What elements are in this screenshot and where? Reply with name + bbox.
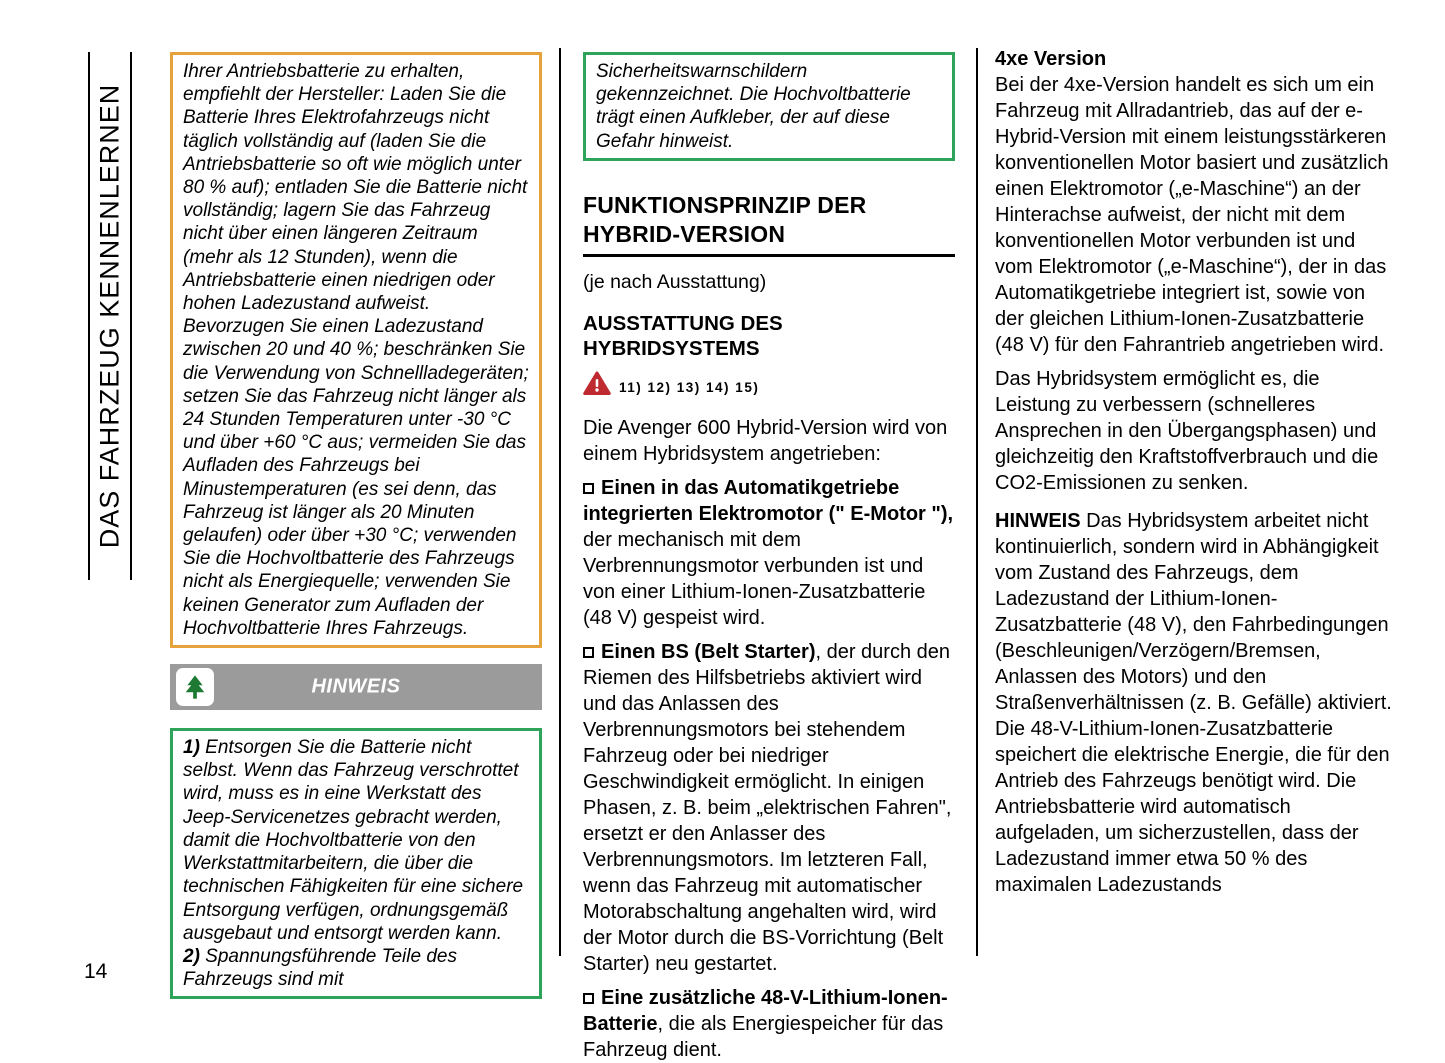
warning-triangle-icon (583, 371, 611, 403)
heading-underline (583, 254, 955, 257)
bullet-text: , die als Energiespeicher für das Fahrzeug dient. (583, 1012, 944, 1061)
square-bullet-icon (583, 483, 594, 494)
warning-references-row (583, 371, 955, 403)
section-heading: FUNKTIONSPRINZIP DER HYBRID-VERSION (583, 191, 867, 247)
bullet-item-battery (583, 985, 955, 1063)
column-divider-left (559, 48, 561, 956)
hinweis-text: Das Hybridsystem arbeitet nicht kontinuierlich, sondern wird in Abhängigkeit vom Zustand des Fahrzeugs, dem Ladezustand der Lithium-Ionen-Zusatzbatterie (48 V), den Fahrbedingungen (Beschleunigen/Verzögern/Bremsen, Anlassen des Motors) und den Straßenverhältnissen (z. B. Gefälle) aktiviert. Die 48-V-Lithium-Ionen-Zusatzbatterie speichert die elektrische Energie, die für den Antrieb des Fahrzeugs benötigt wird. Die Antriebsbatterie wird automatisch aufgeladen, um sicherzustellen, dass der Ladezustand immer etwa 50 % des maximalen Ladezustands (995, 510, 1392, 896)
column-divider-right (976, 48, 978, 956)
chapter-sidebar (88, 52, 132, 580)
4xe-paragraph: Bei der 4xe-Version handelt es sich um ein Fahrzeug mit Allradantrieb, das auf der e-Hybrid-Version mit einem leistungsstärkeren konventionellen Motor basiert und zusätzlich einen Elektromotor („e-Maschine“) an der Hinterachse aufweist, der nicht mit dem konventionellen Motor verbunden ist und vom Elektromotor („e-Maschine“), der in das Automatikgetriebe integriert ist, sowie von der gleichen Lithium-Ionen-Zusatzbatterie (48 V) für den Fahrantrieb angetrieben wird. (995, 74, 1389, 356)
note-2-text: Spannungsführende Teile des Fahrzeugs sind mit (183, 945, 457, 991)
square-bullet-icon (583, 647, 594, 658)
subsection-heading: AUSSTATTUNG DES HYBRIDSYSTEMS (583, 311, 783, 360)
column-middle (583, 52, 955, 1063)
bullet-lead: Eine zusätzliche 48-V-Lithium-Ionen-Batterie (583, 986, 948, 1035)
bullet-text: , der durch den Riemen des Hilfsbetriebs aktiviert wird und das Anlassen des Verbrennungsmotors bei stehendem Fahrzeug oder bei niedriger Geschwindigkeit ermöglicht. In einigen Phasen, z. B. beim „elektrischen Fahren", ersetzt er den Anlasser des Verbrennungsmotors. Im letzteren Fall, wenn das Fahrzeug mit automatischer Motorabschaltung angehalten wird, wird der Motor durch die BS-Vorrichtung (Belt Starter) neu gestartet. (583, 640, 952, 975)
note-2 (183, 945, 529, 991)
notes-box (170, 728, 542, 999)
warning-reference-numbers: 11) 12) 13) 14) 15) (619, 379, 760, 395)
hinweis-label: HINWEIS (995, 510, 1081, 532)
bullet-lead: Einen in das Automatikgetriebe integrierten Elektromotor (" E-Motor "), (583, 476, 954, 525)
4xe-heading: 4xe Version (995, 48, 1107, 70)
note-2-number: 2) (183, 945, 200, 967)
note-1 (183, 736, 529, 945)
hybridsystem-benefits-paragraph: Das Hybridsystem ermöglicht es, die Leistung zu verbessern (schnelleres Ansprechen in den Übergangsphasen) und gleichzeitig den Kraftstoffverbrauch und die CO2-Emissionen zu senken. (995, 368, 1379, 494)
battery-care-warning-text: Ihrer Antriebsbatterie zu erhalten, empfiehlt der Hersteller: Laden Sie die Batterie Ihres Elektrofahrzeugs nicht täglich vollständig auf (laden Sie die Antriebsbatterie so oft wie möglich unter 80 % auf); entladen Sie die Batterie nicht vollständig; lagern Sie das Fahrzeug nicht über einen längeren Zeitraum (mehr als 12 Stunden), wenn die Antriebsbatterie einen niedrigen oder hohen Ladezustand aufweist. Bevorzugen Sie einen Ladezustand zwischen 20 und 40 %; beschränken Sie die Verwendung von Schnellladegeräten; setzen Sie das Fahrzeug nicht länger als 24 Stunden Temperaturen unter -30 °C und über +60 °C aus; vermeiden Sie das Aufladen des Fahrzeugs bei Minustemperaturen (es sei denn, das Fahrzeug ist länger als 20 Minuten gelaufen) oder über +30 °C; verwenden Sie die Hochvoltbatterie des Fahrzeugs nicht als Energiequelle; verwenden Sie keinen Generator zum Aufladen der Hochvoltbatterie Ihres Fahrzeugs. (183, 61, 529, 639)
safety-label-text: Sicherheitswarnschildern gekennzeichnet. Die Hochvoltbatterie trägt einen Aufkleber, der auf diese Gefahr hinweist. (596, 61, 911, 152)
bullet-item-emotor (583, 475, 955, 631)
bullet-text: der mechanisch mit dem Verbrennungsmotor verbunden ist und von einer Lithium-Ionen-Zusatzbatterie (48 V) gespeist wird. (583, 528, 926, 629)
page-number: 14 (84, 960, 108, 983)
bullet-item-belt-starter (583, 639, 955, 977)
bullet-lead: Einen BS (Belt Starter) (601, 640, 816, 663)
column-right (995, 46, 1393, 898)
note-1-text: Entsorgen Sie die Batterie nicht selbst. Wenn das Fahrzeug verschrottet wird, muss es in eine Werkstatt des Jeep-Servicenetzes gebracht werden, damit die Hochvoltbatterie von den Werkstattmitarbeitern, die über die technischen Fähigkeiten für eine sichere Entsorgung verfügen, ordnungsgemäß ausgebaut und entsorgt werden kann. (183, 737, 524, 944)
hinweis-banner-label: HINWEIS (311, 675, 401, 698)
square-bullet-icon (583, 993, 594, 1004)
safety-label-box (583, 52, 955, 161)
hinweis-banner (170, 664, 542, 710)
hinweis-paragraph (995, 508, 1393, 898)
chapter-title-vertical: DAS FAHRZEUG KENNENLERNEN (94, 83, 125, 549)
column-left (170, 52, 542, 999)
note-1-number: 1) (183, 737, 200, 759)
hybrid-intro: Die Avenger 600 Hybrid-Version wird von einem Hybridsystem angetrieben: (583, 416, 948, 465)
equipment-note: (je nach Ausstattung) (583, 270, 767, 293)
battery-care-warning-box (170, 52, 542, 648)
